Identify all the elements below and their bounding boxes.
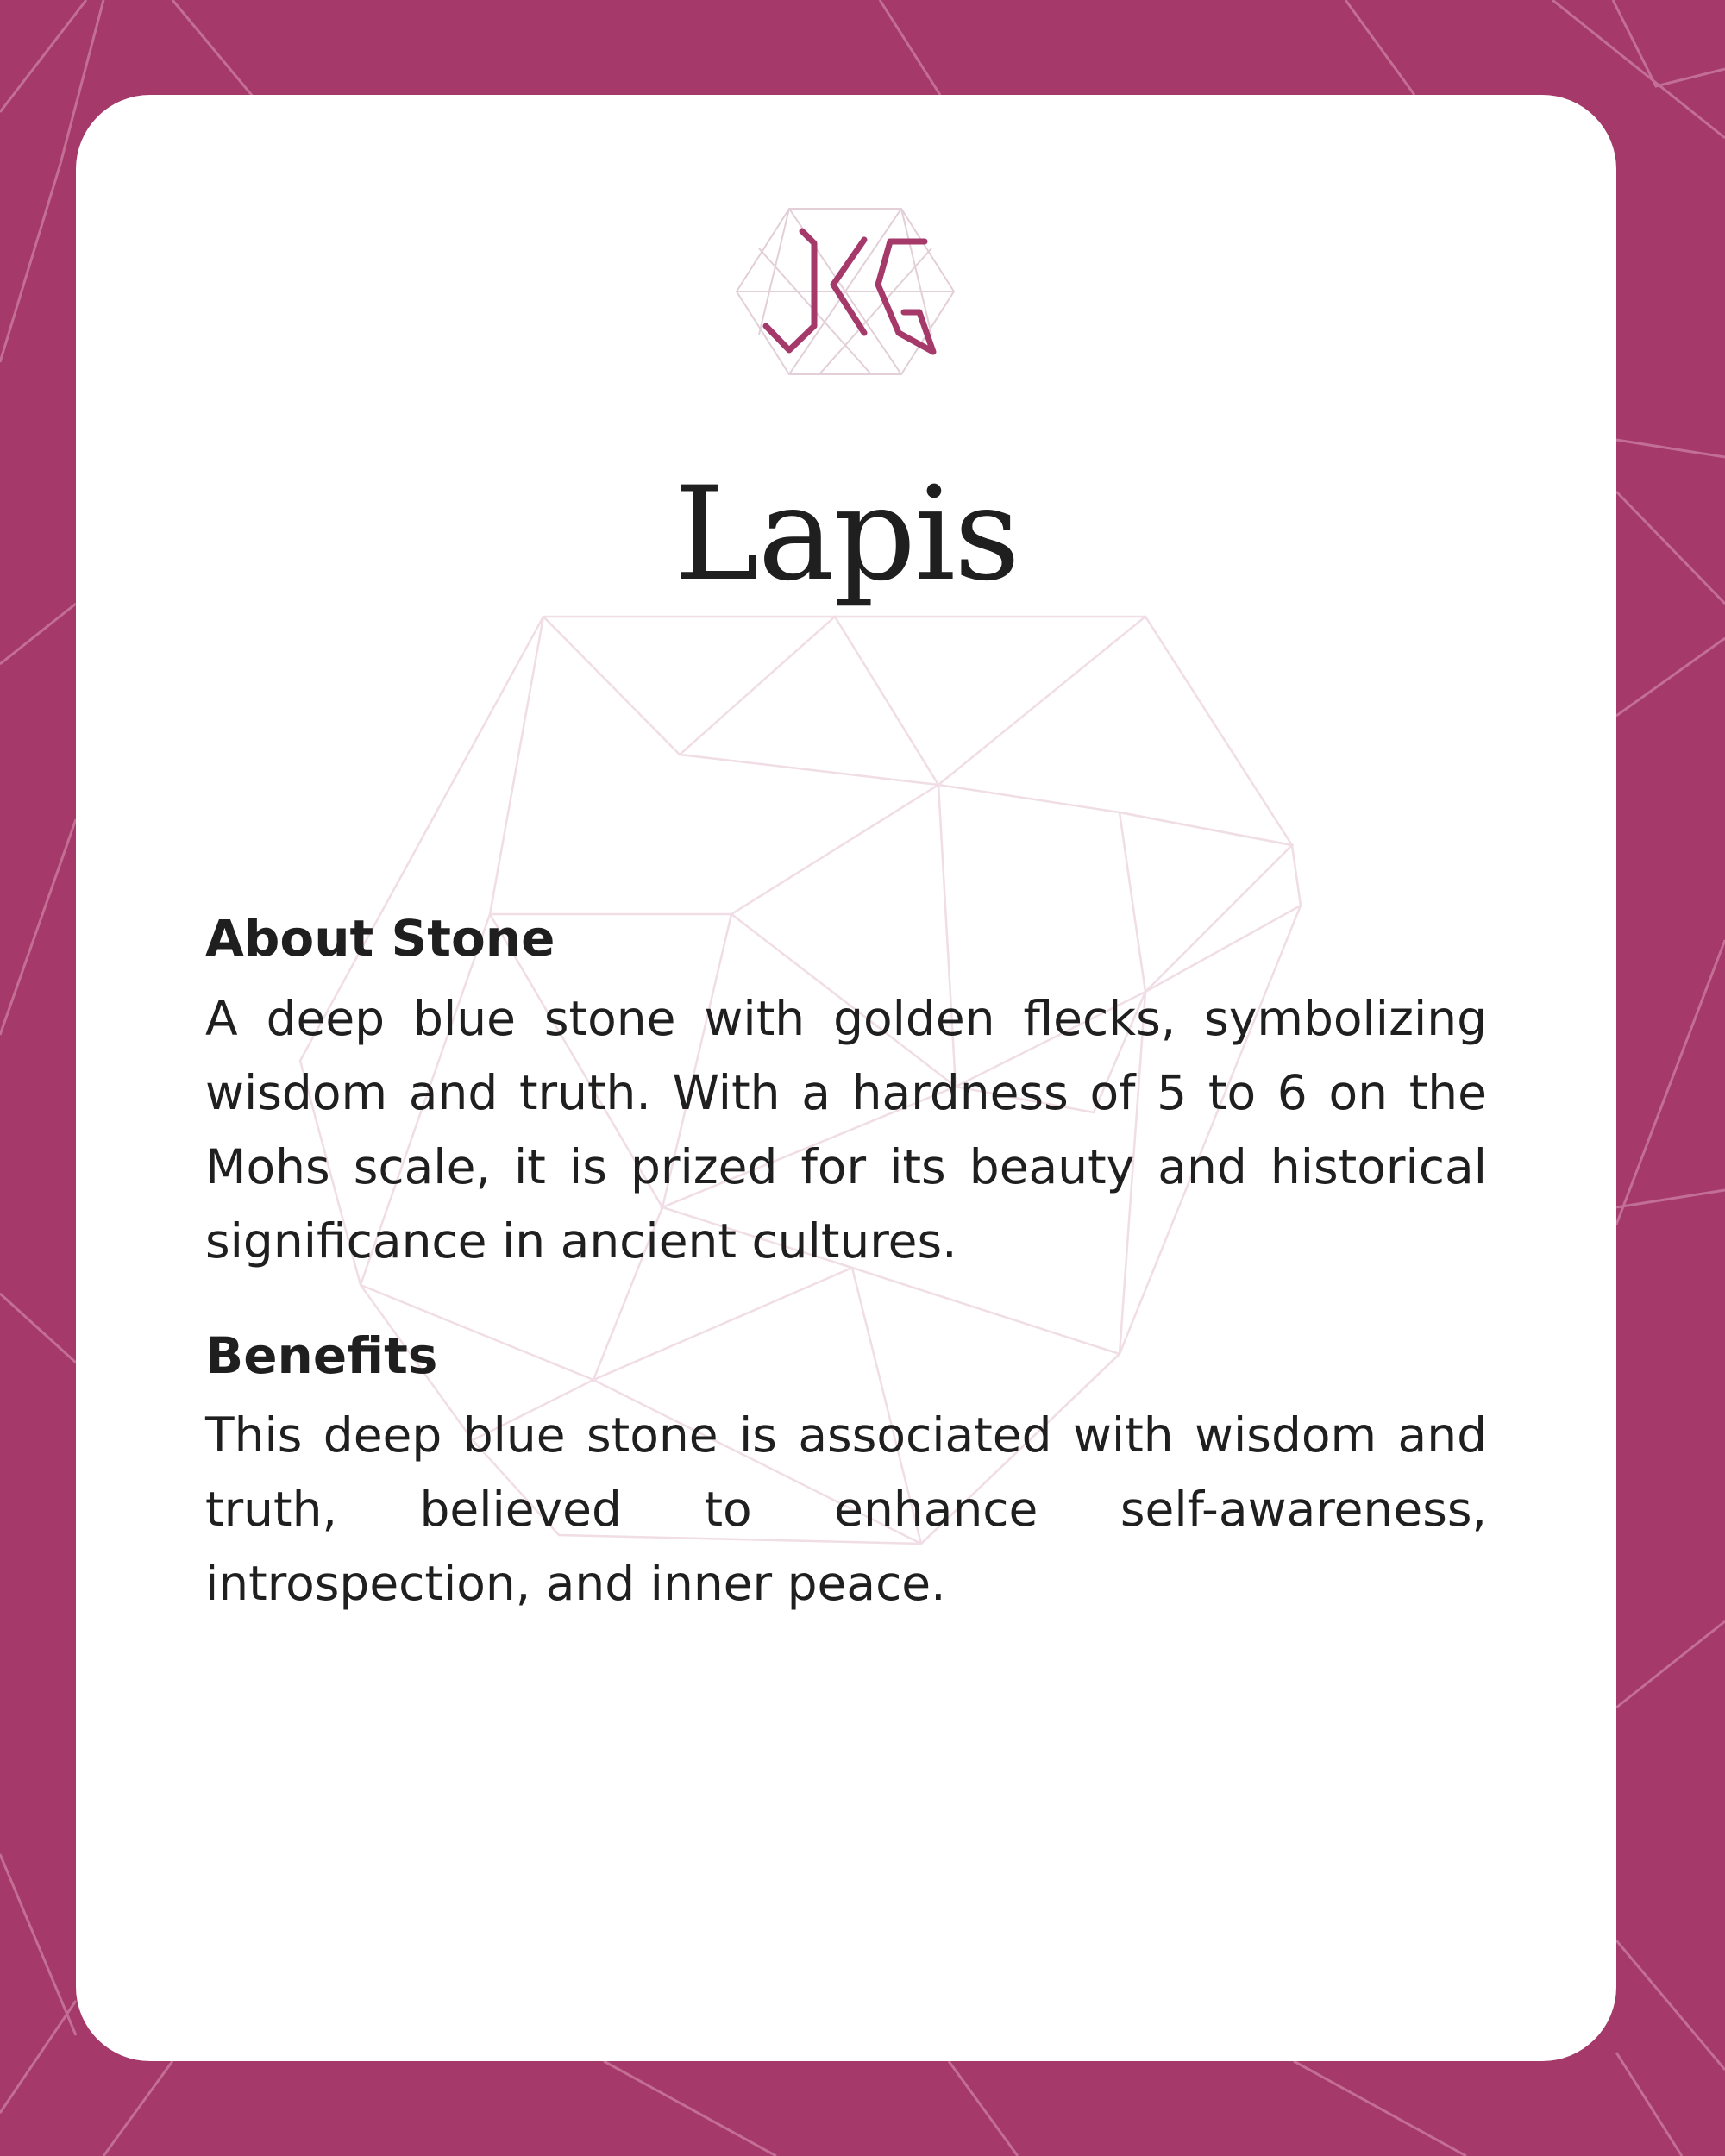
about-text: A deep blue stone with golden flecks, symbolizing wisdom and truth. With a hardness of 5 to 6 on the Mohs scale, it is prized for its beauty and historical significance in ancient cultures. bbox=[205, 990, 1487, 1269]
benefits-section bbox=[205, 1326, 1487, 1621]
about-heading: About Stone bbox=[205, 909, 555, 968]
benefits-heading: Benefits bbox=[205, 1326, 438, 1385]
stone-title: Lapis bbox=[673, 460, 1019, 610]
benefits-text: This deep blue stone is associated with wisdom and truth, believed to enhance self-awareness, introspection, and inner peace. bbox=[205, 1407, 1487, 1612]
stone-content bbox=[205, 909, 1487, 1620]
about-section bbox=[205, 909, 1487, 1278]
stone-card bbox=[76, 95, 1616, 2061]
jcg-logo bbox=[733, 205, 957, 378]
